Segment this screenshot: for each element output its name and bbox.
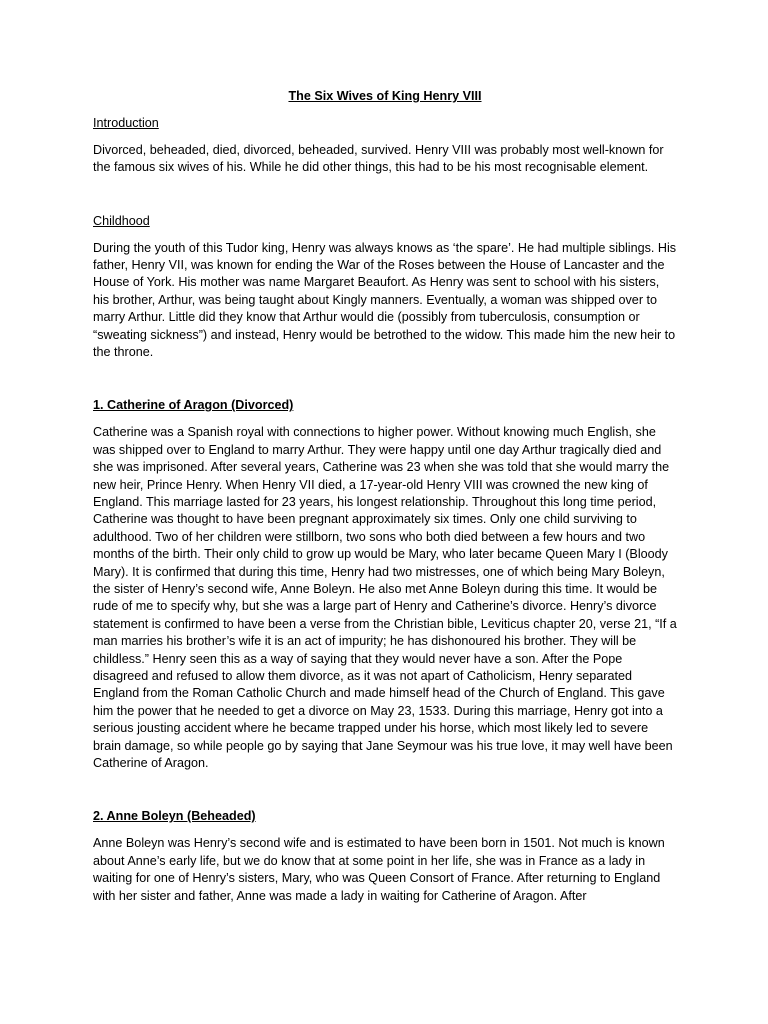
section-spacer [93,361,677,397]
paragraph-catherine-of-aragon: Catherine was a Spanish royal with connections to higher power. Without knowing much English, she was shipped over to England to marry Arthur. They were happy until one day Arthur tragically died and she was imprisoned. After several years, Catherine was 23 when she was told that she would marry the new heir, Prince Henry. When Henry VII died, a 17-year-old Henry VIII was crowned the new king of England. This marriage lasted for 23 years, his longest relationship. Throughout this long time period, Catherine was thought to have been pregnant approximately six times. Only one child surviving to adulthood. Two of her children were stillborn, two sons who both died between a few hours and two months of the birth. Their only child to grow up would be Mary, who later became Queen Mary I (Bloody Mary). It is confirmed that during this time, Henry had two mistresses, one of which being Mary Boleyn, the sister of Henry’s second wife, Anne Boleyn. He also met Anne Boleyn during this time. It would be rude of me to specify why, but she was a large part of Henry and Catherine’s divorce. Henry’s divorce statement is confirmed to have been a verse from the Christian bible, Leviticus chapter 20, verse 21, “If a man marries his brother’s wife it is an act of impurity; he has dishonoured his brother. They will be childless.” Henry seen this as a way of saying that they would never have a son. After the Pope disagreed and refused to allow them divorce, as it was not apart of Catholicism, Henry separated England from the Roman Catholic Church and made himself head of the Church of England. This gave him the power that he needed to get a divorce on May 23, 1533. During this marriage, Henry got into a serious jousting accident where he became trapped under his horse, which most likely led to severe brain damage, so while people go by saying that Jane Seymour was his true love, it may well have been Catherine of Aragon. [93,425,677,770]
paragraph-anne-boleyn: Anne Boleyn was Henry’s second wife and is estimated to have been born in 1501. Not much is known about Anne’s early life, but we do know that at some point in her life, she was in France as a lady in waiting for one of Henry’s sisters, Mary, who was Queen Consort of France. After returning to England with her sister and father, Anne was made a lady in waiting for Catherine of Aragon. After [93,836,665,903]
section-heading-childhood: Childhood [93,213,150,228]
section-heading-anne-boleyn: 2. Anne Boleyn (Beheaded) [93,809,256,824]
section-heading-introduction: Introduction [93,115,159,130]
document-page [93,88,677,905]
paragraph-introduction: Divorced, beheaded, died, divorced, beheaded, survived. Henry VIII was probably most well-known for the famous six wives of his. While he did other things, this had to be his most recognisable element. [93,142,664,175]
section-heading-catherine-of-aragon: 1. Catherine of Aragon (Divorced) [93,398,294,413]
section-spacer [93,177,677,213]
paragraph-childhood: During the youth of this Tudor king, Henry was always knows as ‘the spare’. He had multiple siblings. His father, Henry VII, was known for ending the War of the Roses between the House of Lancaster and the House of York. His mother was name Margaret Beaufort. As Henry was sent to school with his sisters, his brother, Arthur, was being taught about Kingly manners. Eventually, a woman was shipped over to marry Arthur. Little did they know that Arthur would die (possibly from tuberculosis, consumption or “sweating sickness”) and instead, Henry would be betrothed to the widow. This made him the new heir to the throne. [93,240,677,359]
section-spacer [93,772,677,808]
document-title: The Six Wives of King Henry VIII [288,89,482,103]
